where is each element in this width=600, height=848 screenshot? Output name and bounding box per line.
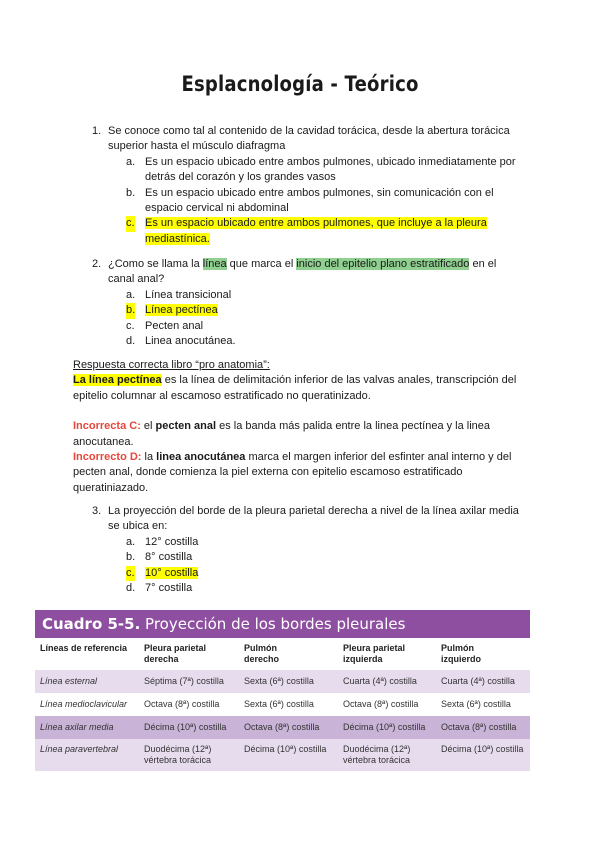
option-d: d. 7° costilla xyxy=(126,582,193,595)
question-number: 1. xyxy=(92,125,102,137)
table-header-row xyxy=(35,638,530,670)
question-2 xyxy=(92,257,532,349)
question-text: ¿Como se llama la línea que marca el inicio del epitelio plano estratificado en el xyxy=(108,258,497,270)
option-a: a. Línea transicional xyxy=(126,288,232,301)
table-caption: Cuadro 5-5. Proyección de los bordes pleurales xyxy=(35,610,530,638)
option-c-correct: c. 10° costilla xyxy=(126,566,537,581)
question-text: La proyección del borde de la pleura parietal derecha a nivel de la línea axilar media xyxy=(108,505,519,517)
option-b: b. Es un espacio ubicado entre ambos pulmones, sin comunicación con el espacio cervical ni abdominal xyxy=(126,186,494,215)
table-header-cell: Líneas de referencia xyxy=(40,643,128,653)
incorrect-d: Incorrecto D: la linea anocutánea marca el margen inferior del esfinter anal interno y del xyxy=(73,451,512,464)
answer-text: La línea pectínea es la línea de delimitación inferior de las valvas anales, transcripción del xyxy=(73,374,517,387)
table-header-cell: Pleura parietal derecha xyxy=(144,643,207,664)
question-text: superior hasta el músculo diafragma xyxy=(108,140,286,153)
option-c-correct: c. Es un espacio ubicado entre ambos pulmones, que incluye a la pleura mediastínica. xyxy=(126,217,487,245)
option-a: a. 12° costilla xyxy=(126,535,199,548)
option-d: d. Linea anocutánea. xyxy=(126,335,236,348)
option-a: a. Es un espacio ubicado entre ambos pulmones, ubicado inmediatamente por detrás del corazón y los grandes vasos xyxy=(126,155,516,184)
table-row: Línea axilar media Décima (10ª) costilla Octava (8ª) costilla Décima (10ª) costilla Octava (8ª) costilla xyxy=(35,716,530,739)
table-header-cell: Pleura parietal izquierda xyxy=(343,643,406,664)
incorrect-c: Incorrecta C: el pecten anal es la banda más palida entre la linea pectínea y la linea xyxy=(73,420,491,433)
question-text: Se conoce como tal al contenido de la cavidad torácica, desde la abertura torácica xyxy=(108,125,510,137)
question-1 xyxy=(92,124,532,247)
table-header-cell: Pulmón derecho xyxy=(244,643,280,664)
option-c: c. Pecten anal xyxy=(126,319,204,332)
table-row: Línea medioclavicular Octava (8ª) costilla Sexta (6ª) costilla Octava (8ª) costilla Sexta (6ª) costilla xyxy=(35,693,530,716)
table-header-cell: Pulmón izquierdo xyxy=(441,643,481,664)
page-title: Esplacnología - Teórico xyxy=(181,72,419,96)
question-number: 2. xyxy=(92,258,102,270)
table-row: Línea esternal Séptima (7ª) costilla Sexta (6ª) costilla Cuarta (4ª) costilla Cuarta (4ª) costilla xyxy=(35,670,530,693)
answer-explanation: Respuesta correcta libro “pro anatomia”: La línea pectínea es la línea de delimitación inferior de las valvas anales, transcripción del epitelio columnar al escamoso estratificado no queratinizado. Incorrecta C: el pecten anal es la banda más palida entre la linea pectínea y la linea anocutanea. Incorrecto D: la linea anocutánea marca el margen inferior del esfinter anal interno y del pecten anal, donde comienza la piel externa con epitelio escamoso estratificado queratiniazado. xyxy=(73,358,543,496)
question-number: 3. xyxy=(92,505,102,517)
question-3 xyxy=(92,504,537,596)
option-b-correct: b. Línea pectínea xyxy=(126,303,532,318)
option-b: b. 8° costilla xyxy=(126,551,193,564)
table-row: Línea paravertebral Duodécima (12ª) vértebra torácica Décima (10ª) costilla Duodécima (12ª) vértebra torácica Décima (10ª) costilla xyxy=(35,739,530,771)
pleural-projection-table xyxy=(35,638,530,771)
answer-heading: Respuesta correcta libro “pro anatomia”: xyxy=(73,359,270,371)
question-text: se ubica en: xyxy=(108,520,168,533)
question-text: canal anal? xyxy=(108,273,165,286)
